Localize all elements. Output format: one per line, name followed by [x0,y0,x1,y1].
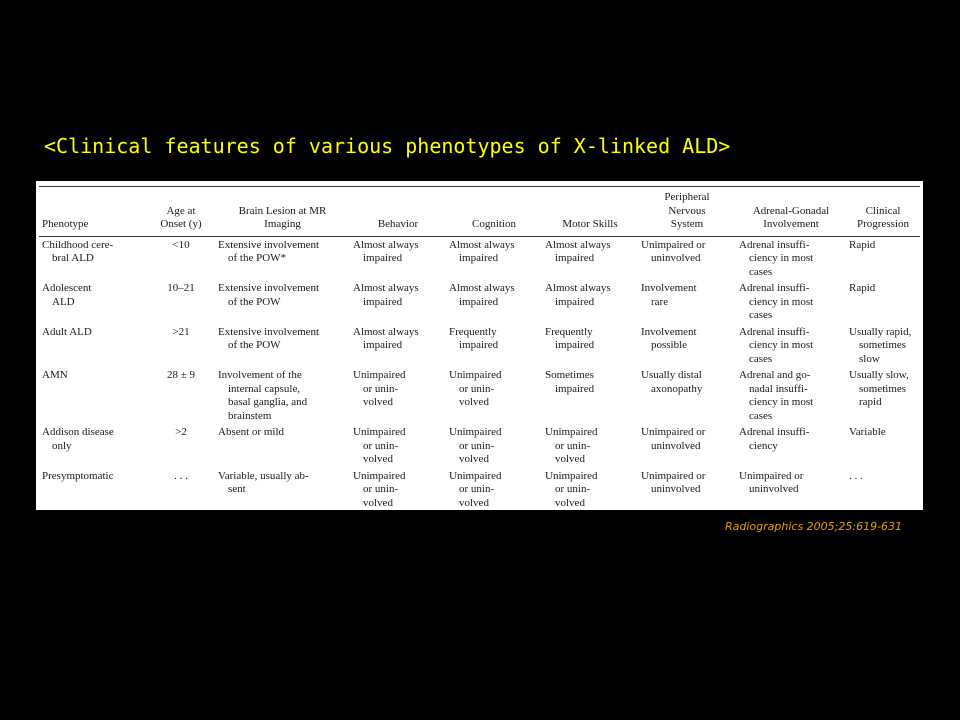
table-row [39,367,920,424]
cell-text: Unimpaired or unin- volved [449,426,502,465]
cell-text: Involvement of the internal capsule, basal ganglia, and brainstem [218,369,308,422]
phenotype-table [39,186,920,511]
cell-text: Sometimes impaired [545,369,595,395]
table-cell [147,236,215,280]
table-cell [846,468,920,512]
table-cell [638,280,736,324]
citation: Radiographics 2005;25:619-631 [725,520,903,533]
table-cell [446,280,542,324]
table-cell [542,236,638,280]
table-cell [215,424,350,468]
table-cell [350,367,446,424]
cell-text: . . . [849,469,863,482]
cell-text: Extensive involvement of the POW [218,282,320,308]
table-cell [736,324,846,368]
table-row [39,424,920,468]
cell-text: Unimpaired or unin- volved [353,426,406,465]
table-cell [446,367,542,424]
table-cell [638,236,736,280]
column-header: Phenotype [39,187,147,237]
cell-text: Adrenal insuffi- ciency [739,426,810,452]
cell-text: Unimpaired or uninvolved [641,426,706,452]
cell-text: Usually distal axonopathy [641,369,703,395]
table-cell [446,424,542,468]
cell-text: Adrenal insuffi- ciency in most cases [739,282,814,321]
table-cell [350,280,446,324]
table-cell [736,468,846,512]
cell-text: AMN [42,369,68,381]
table-body [39,236,920,511]
table-cell [147,367,215,424]
table-cell [542,324,638,368]
column-header: Adrenal-Gonadal Involvement [736,187,846,237]
table-row [39,280,920,324]
cell-text: Frequently impaired [545,325,595,351]
table-cell [39,468,147,512]
header-row [39,187,920,237]
table-cell [350,468,446,512]
cell-text: Adrenal insuffi- ciency in most cases [739,325,814,365]
table-cell [147,324,215,368]
table-cell [638,424,736,468]
column-header: Peripheral Nervous System [638,187,736,237]
cell-text: Usually rapid, sometimes slow [849,325,912,365]
cell-text: Variable [849,426,886,438]
table-cell [846,424,920,468]
table-cell [542,424,638,468]
cell-text: >2 [175,426,187,438]
table-cell [350,324,446,368]
table-cell [39,324,147,368]
table-cell [147,280,215,324]
cell-text: Adolescent ALD [42,282,92,308]
cell-text: Almost always impaired [449,282,515,308]
table-cell [736,367,846,424]
cell-text: Extensive involvement of the POW* [218,238,320,264]
table-cell [215,280,350,324]
cell-text: . . . [174,469,188,482]
cell-text: Unimpaired or unin- volved [545,469,598,509]
cell-text: Almost always impaired [545,282,611,308]
table-cell [846,236,920,280]
cell-text: Involvement rare [641,282,697,308]
cell-text: Involvement possible [641,325,697,351]
table-cell [446,236,542,280]
column-header: Brain Lesion at MR Imaging [215,187,350,237]
cell-text: Variable, usually ab- sent [218,469,309,495]
table-cell [39,367,147,424]
column-header: Cognition [446,187,542,237]
table-cell [147,424,215,468]
cell-text: Almost always impaired [449,238,515,264]
cell-text: Usually slow, sometimes rapid [849,369,909,408]
cell-text: Rapid [849,238,876,251]
table-cell [638,468,736,512]
cell-text: Unimpaired or unin- volved [353,469,406,509]
slide-title: <Clinical features of various phenotypes of X-linked ALD> [44,134,731,158]
table-cell [542,367,638,424]
cell-text: 28 ± 9 [166,369,196,381]
cell-text: Almost always impaired [353,282,419,308]
table-cell [39,424,147,468]
cell-text: Absent or mild [218,426,284,438]
table-cell [350,424,446,468]
cell-text: Rapid [849,282,876,294]
table-panel [36,181,923,510]
cell-text: Childhood cere- bral ALD [42,238,114,264]
table-cell [846,324,920,368]
cell-text: Unimpaired or uninvolved [641,469,706,495]
table-cell [39,280,147,324]
table-cell [846,280,920,324]
cell-text: Almost always impaired [353,238,419,264]
table-cell [736,236,846,280]
table-cell [736,424,846,468]
column-header: Clinical Progression [846,187,920,237]
cell-text: Adrenal and go- nadal insuffi- ciency in most cases [739,369,814,422]
table-cell [350,236,446,280]
table-cell [39,236,147,280]
cell-text: <10 [172,238,190,251]
table-cell [638,324,736,368]
column-header: Age at Onset (y) [147,187,215,237]
table-row [39,324,920,368]
table-cell [846,367,920,424]
cell-text: Almost always impaired [353,325,419,351]
cell-text: Unimpaired or uninvolved [641,238,706,264]
cell-text: Presymptomatic [42,469,114,482]
cell-text: Addison disease only [42,426,114,452]
table-cell [446,324,542,368]
table-cell [215,367,350,424]
table-cell [446,468,542,512]
cell-text: Unimpaired or uninvolved [739,469,804,495]
table-row [39,236,920,280]
cell-text: 10–21 [167,282,195,294]
table-cell [542,280,638,324]
table-row [39,468,920,512]
cell-text: >21 [172,325,190,338]
cell-text: Unimpaired or unin- volved [545,426,598,465]
table-cell [215,236,350,280]
cell-text: Almost always impaired [545,238,611,264]
cell-text: Unimpaired or unin- volved [353,369,406,408]
cell-text: Unimpaired or unin- volved [449,469,502,509]
table-cell [215,324,350,368]
column-header: Behavior [350,187,446,237]
table-cell [542,468,638,512]
table-cell [147,468,215,512]
cell-text: Adrenal insuffi- ciency in most cases [739,238,814,278]
table-cell [215,468,350,512]
table-cell [638,367,736,424]
cell-text: Adult ALD [42,325,92,338]
cell-text: Extensive involvement of the POW [218,325,320,351]
column-header: Motor Skills [542,187,638,237]
cell-text: Unimpaired or unin- volved [449,369,502,408]
table-cell [736,280,846,324]
cell-text: Frequently impaired [449,325,499,351]
